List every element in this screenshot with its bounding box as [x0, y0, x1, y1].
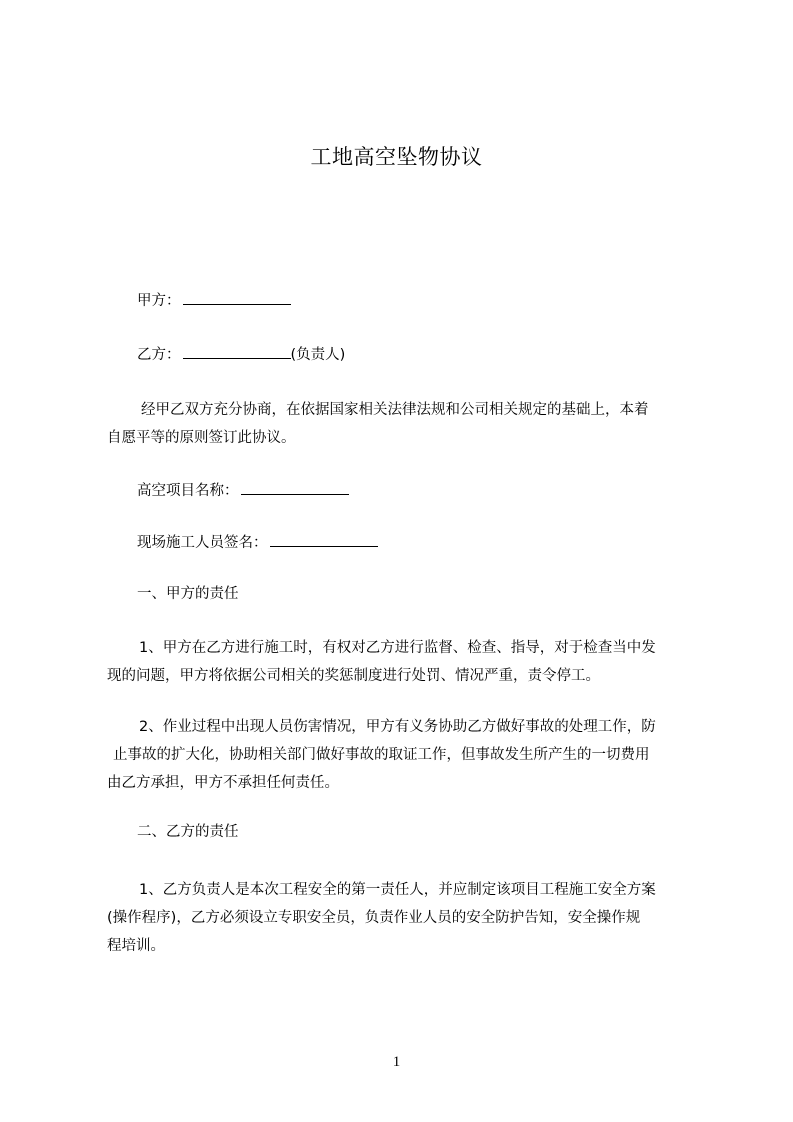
party-b-blank	[183, 344, 291, 359]
section1-item1	[107, 634, 713, 690]
project-name-label: 高空项目名称：	[137, 483, 239, 499]
section2-item1-line-1: 1、乙方负责人是本次工程安全的第一责任人，并应制定该项目工程施工安全方案	[139, 882, 656, 898]
intro-line-2: 自愿平等的原则签订此协议。	[107, 430, 296, 446]
party-b-line	[137, 344, 345, 365]
worker-signature-label: 现场施工人员签名：	[137, 535, 268, 551]
section1-item2	[107, 713, 713, 797]
section1-item2-line-1: 2、作业过程中出现人员伤害情况，甲方有义务协助乙方做好事故的处理工作，防	[139, 719, 656, 735]
party-a-line	[137, 290, 291, 311]
worker-signature-blank	[270, 532, 378, 547]
project-name-blank	[241, 480, 349, 495]
party-a-blank	[183, 290, 291, 305]
party-b-label: 乙方：	[137, 347, 181, 363]
section1-item1-line-1: 1、甲方在乙方进行施工时，有权对乙方进行监督、检查、指导，对于检查当中发	[139, 640, 656, 656]
section1-item2-line-2: 止事故的扩大化，协助相关部门做好事故的取证工作，但事故发生所产生的一切费用	[113, 747, 650, 763]
section1-heading: 一、甲方的责任	[137, 586, 239, 602]
section2-item1-line-3: 程培训。	[107, 938, 165, 954]
document-title: 工地高空坠物协议	[310, 145, 483, 169]
section2-item1-line-2: (操作程序)，乙方必须设立专职安全员，负责作业人员的安全防护告知，安全操作规	[107, 910, 641, 926]
section2-heading: 二、乙方的责任	[137, 824, 239, 840]
page-number: 1	[392, 1054, 401, 1070]
section1-item1-line-2: 现的问题，甲方将依据公司相关的奖惩制度进行处罚、情况严重，责令停工。	[107, 668, 600, 684]
intro-line-1: 经甲乙双方充分协商，在依据国家相关法律法规和公司相关规定的基础上，本着	[141, 402, 649, 418]
party-b-suffix: (负责人)	[290, 347, 346, 363]
section2-item1	[107, 876, 713, 960]
project-name-line	[137, 480, 349, 501]
party-a-label: 甲方：	[137, 293, 181, 309]
worker-signature-line	[137, 532, 378, 553]
intro-paragraph	[107, 396, 713, 452]
section1-item2-line-3: 由乙方承担，甲方不承担任何责任。	[107, 775, 339, 791]
